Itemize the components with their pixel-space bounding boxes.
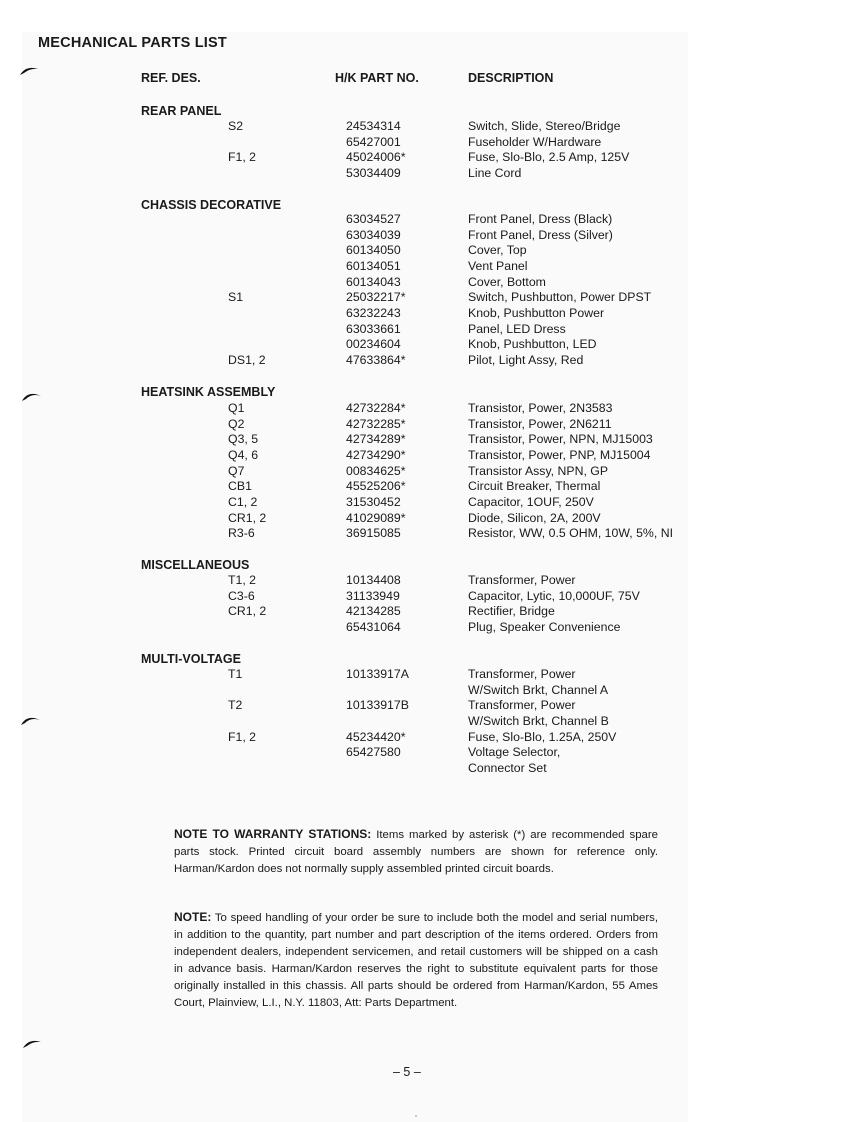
parts-row <box>0 573 848 589</box>
parts-row <box>0 306 848 322</box>
parts-cell-part: 31530452 <box>346 494 401 509</box>
parts-cell-part: 31133949 <box>346 588 400 603</box>
parts-cell-desc: Knob, Pushbutton Power <box>468 305 605 320</box>
parts-row <box>0 589 848 605</box>
parts-cell-part: 65431064 <box>346 620 401 634</box>
parts-cell-ref: C3-6 <box>228 588 255 603</box>
parts-cell-part: 63232243 <box>346 305 401 320</box>
parts-row <box>0 212 848 228</box>
parts-cell-part: 60134043 <box>346 274 401 289</box>
speck <box>415 1115 417 1117</box>
parts-row <box>0 150 848 166</box>
parts-cell-desc: Transformer, Power <box>468 573 576 587</box>
parts-cell-desc: Capacitor, Lytic, 10,000UF, 75V <box>468 588 640 603</box>
order-note-text: To speed handling of your order be sure to include both the model and serial numbers, in addition to the quantity, part number and part description of the items ordered. Orders from independent dealers, independent servicemen, and retail customers will be shipped on a cash in advance basis. Harman/Kardon reserves the right to substitute equivalent parts for those originally installed in this chassis. All parts should be ordered from Harman/Kardon, 55 Ames Court, Plainview, L.I., N.Y. 11803, Att: Parts Department. <box>174 912 659 1009</box>
parts-cell-ref: Q4, 6 <box>228 447 259 462</box>
parts-cell-part: 00234604 <box>346 337 401 352</box>
punch-mark-icon <box>18 64 40 78</box>
parts-cell-desc: Resistor, WW, 0.5 OHM, 10W, 5%, NI <box>468 526 673 541</box>
parts-cell-part: 60134051 <box>346 258 401 273</box>
parts-row <box>0 604 848 620</box>
section-heading: MULTI-VOLTAGE <box>141 652 241 666</box>
parts-row <box>0 353 848 369</box>
parts-cell-part: 00834625* <box>346 463 406 478</box>
parts-cell-part: 65427001 <box>346 134 401 149</box>
parts-row <box>0 495 848 511</box>
parts-cell-desc: Front Panel, Dress (Silver) <box>468 227 613 242</box>
parts-row <box>0 730 848 746</box>
parts-cell-ref: CR1, 2 <box>228 510 267 525</box>
parts-row <box>0 479 848 495</box>
parts-cell-part: 45234420* <box>346 729 406 744</box>
parts-row <box>0 511 848 527</box>
section-heading: REAR PANEL <box>141 104 222 118</box>
parts-cell-part: 65427580 <box>346 745 401 760</box>
parts-cell-desc: Vent Panel <box>468 258 528 273</box>
parts-row <box>0 259 848 275</box>
parts-cell-desc: Capacitor, 1OUF, 250V <box>468 494 594 509</box>
parts-cell-part: 45024006* <box>346 150 406 165</box>
parts-cell-desc: Transistor, Power, PNP, MJ15004 <box>468 447 651 462</box>
parts-cell-desc: Cover, Bottom <box>468 274 546 289</box>
parts-row <box>0 401 848 417</box>
parts-cell-desc: Cover, Top <box>468 243 527 258</box>
parts-cell-desc: Line Cord <box>468 165 522 180</box>
column-header-ref: REF. DES. <box>141 71 201 85</box>
parts-cell-ref: F1, 2 <box>228 150 257 165</box>
punch-mark-icon <box>19 713 41 727</box>
parts-cell-part: 10134408 <box>346 573 401 587</box>
parts-row <box>0 714 848 730</box>
parts-cell-desc: Voltage Selector, <box>468 745 561 760</box>
parts-cell-part: 60134050 <box>346 243 401 258</box>
parts-cell-desc: Fuse, Slo-Blo, 2.5 Amp, 125V <box>468 150 630 165</box>
parts-cell-part: 25032217* <box>346 290 406 305</box>
parts-cell-desc: Transformer, Power <box>468 698 576 713</box>
warranty-note <box>174 826 658 878</box>
parts-cell-part: 41029089* <box>346 510 406 525</box>
parts-cell-part: 42732284* <box>346 401 406 415</box>
parts-cell-part: 24534314 <box>346 119 401 133</box>
page-title: MECHANICAL PARTS LIST <box>38 35 227 51</box>
page-number: – 5 – <box>393 1065 421 1079</box>
section-heading: MISCELLANEOUS <box>141 558 250 572</box>
parts-cell-ref: F1, 2 <box>228 729 257 744</box>
parts-cell-desc: Switch, Slide, Stereo/Bridge <box>468 119 621 133</box>
parts-cell-desc: Switch, Pushbutton, Power DPST <box>468 290 652 305</box>
parts-cell-desc: Rectifier, Bridge <box>468 604 555 619</box>
parts-row <box>0 448 848 464</box>
parts-row <box>0 761 848 777</box>
column-header-part: H/K PART NO. <box>335 71 419 85</box>
parts-cell-desc: Diode, Silicon, 2A, 200V <box>468 510 601 525</box>
parts-cell-part: 10133917B <box>346 698 409 713</box>
parts-cell-desc: Panel, LED Dress <box>468 321 566 336</box>
parts-cell-desc: Transistor Assy, NPN, GP <box>468 463 609 478</box>
parts-cell-desc: Pilot, Light Assy, Red <box>468 352 584 367</box>
parts-cell-part: 53034409 <box>346 165 401 180</box>
parts-row <box>0 275 848 291</box>
parts-row <box>0 119 848 135</box>
parts-row <box>0 135 848 151</box>
parts-cell-desc: Fuseholder W/Hardware <box>468 134 602 149</box>
parts-cell-desc: Fuse, Slo-Blo, 1.25A, 250V <box>468 729 617 744</box>
warranty-note-label: NOTE TO WARRANTY STATIONS: <box>174 827 372 841</box>
parts-row <box>0 683 848 699</box>
parts-cell-desc: Plug, Speaker Convenience <box>468 620 621 634</box>
parts-row <box>0 464 848 480</box>
parts-row <box>0 337 848 353</box>
parts-cell-desc: W/Switch Brkt, Channel A <box>468 682 609 697</box>
parts-cell-desc: Circuit Breaker, Thermal <box>468 479 601 494</box>
parts-cell-desc: Transistor, Power, 2N3583 <box>468 401 613 415</box>
order-note <box>174 909 658 1011</box>
punch-mark-icon <box>21 1037 43 1051</box>
parts-row <box>0 745 848 761</box>
parts-row <box>0 228 848 244</box>
warranty-note-text: Items marked by asterisk (*) are recommended spare parts stock. Printed circuit board assembly numbers are shown for reference only. Harman/Kardon does not normally supply assembled printed circuit boards. <box>174 829 658 875</box>
parts-cell-part: 45525206* <box>346 479 406 494</box>
parts-cell-ref: S2 <box>228 119 244 133</box>
parts-cell-part: 63034527 <box>346 212 401 226</box>
parts-row <box>0 698 848 714</box>
parts-cell-part: 42732285* <box>346 416 406 431</box>
parts-row <box>0 166 848 182</box>
parts-row <box>0 417 848 433</box>
parts-cell-part: 42134285 <box>346 604 401 619</box>
parts-cell-ref: Q7 <box>228 463 245 478</box>
parts-cell-ref: Q3, 5 <box>228 432 259 447</box>
parts-cell-part: 36915085 <box>346 526 401 541</box>
parts-cell-part: 42734290* <box>346 447 406 462</box>
parts-cell-part: 10133917A <box>346 667 409 681</box>
parts-cell-ref: T1 <box>228 667 243 681</box>
parts-row <box>0 526 848 542</box>
parts-cell-ref: S1 <box>228 290 244 305</box>
parts-cell-desc: Front Panel, Dress (Black) <box>468 212 613 226</box>
parts-cell-desc: W/Switch Brkt, Channel B <box>468 714 609 728</box>
punch-mark-icon <box>20 389 42 403</box>
parts-cell-part: 42734289* <box>346 432 406 447</box>
parts-cell-ref: DS1, 2 <box>228 352 266 367</box>
section-heading: CHASSIS DECORATIVE <box>141 198 282 212</box>
parts-cell-desc: Transistor, Power, 2N6211 <box>468 416 612 431</box>
parts-cell-desc: Knob, Pushbutton, LED <box>468 337 597 352</box>
parts-cell-desc: Transistor, Power, NPN, MJ15003 <box>468 432 653 447</box>
parts-cell-ref: R3-6 <box>228 526 255 541</box>
parts-cell-part: 47633864* <box>346 352 406 367</box>
section-heading: HEATSINK ASSEMBLY <box>141 385 276 399</box>
parts-row <box>0 322 848 338</box>
parts-cell-desc: Connector Set <box>468 760 547 775</box>
parts-row <box>0 290 848 306</box>
parts-row <box>0 667 848 683</box>
parts-cell-ref: CB1 <box>228 479 252 494</box>
parts-cell-ref: CR1, 2 <box>228 604 267 619</box>
parts-row <box>0 243 848 259</box>
parts-cell-ref: Q1 <box>228 401 245 415</box>
parts-cell-ref: Q2 <box>228 416 245 431</box>
column-header-description: DESCRIPTION <box>468 71 554 85</box>
parts-cell-desc: Transformer, Power <box>468 667 576 681</box>
parts-cell-part: 63034039 <box>346 227 401 242</box>
order-note-label: NOTE: <box>174 910 212 924</box>
parts-cell-ref: C1, 2 <box>228 494 258 509</box>
parts-row <box>0 432 848 448</box>
parts-cell-part: 63033661 <box>346 321 401 336</box>
parts-row <box>0 620 848 636</box>
parts-cell-ref: T2 <box>228 698 243 713</box>
parts-cell-ref: T1, 2 <box>228 573 257 587</box>
